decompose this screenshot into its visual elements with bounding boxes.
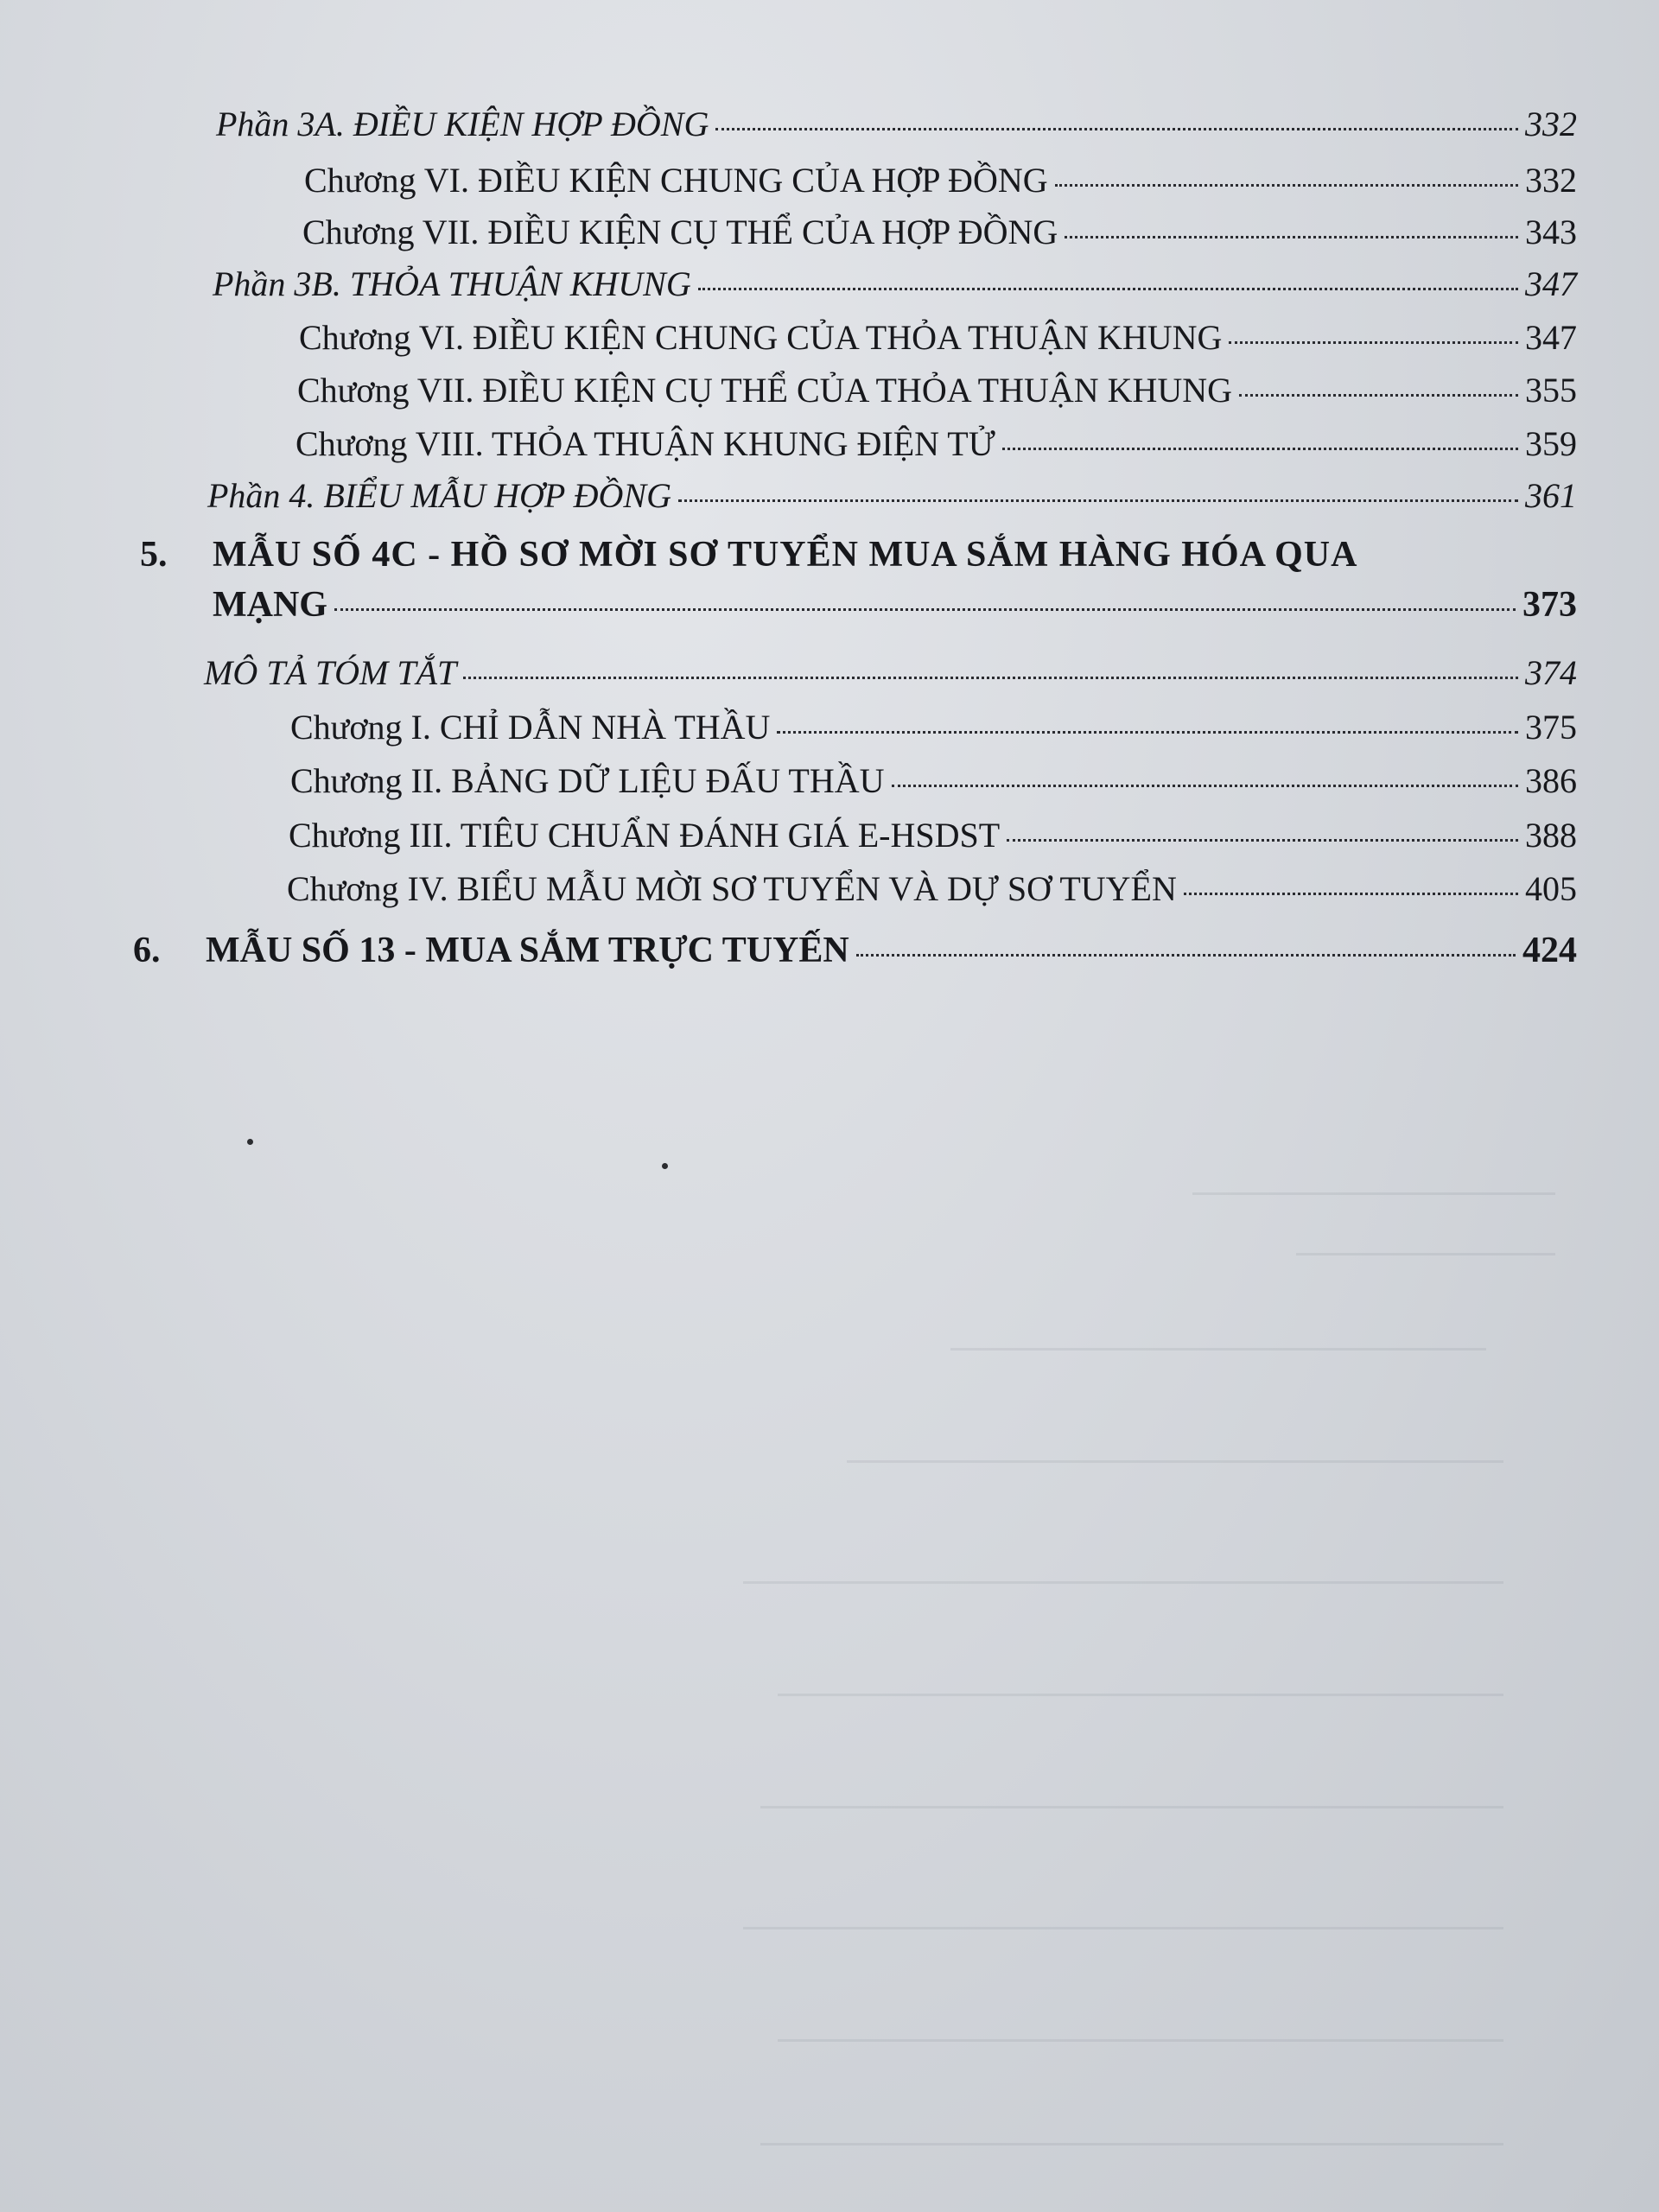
dot-leader	[463, 676, 1518, 679]
toc-entry-chapter	[290, 707, 1577, 747]
toc-entry-label: Phần 3A. ĐIỀU KIỆN HỢP ĐỒNG	[216, 105, 709, 143]
toc-entry-chapter	[289, 815, 1577, 855]
toc-entry-chapter	[304, 160, 1577, 200]
toc-entry-chapter	[297, 370, 1577, 410]
dot-leader	[777, 730, 1518, 734]
section-number: 5.	[140, 535, 168, 575]
toc-entry-chapter	[302, 212, 1577, 252]
toc-page-number: 347	[1525, 318, 1577, 357]
dot-leader	[698, 287, 1518, 290]
section-title: MẪU SỐ 4C - HỒ SƠ MỜI SƠ TUYỂN MUA SẮM HÀNG HÓA QUA	[213, 535, 1358, 575]
toc-entry-label: Chương VI. ĐIỀU KIỆN CHUNG CỦA HỢP ĐỒNG	[304, 161, 1048, 200]
ink-speck	[662, 1163, 668, 1169]
toc-entry-label: Chương I. CHỈ DẪN NHÀ THẦU	[290, 708, 771, 747]
toc-entry-chapter	[299, 317, 1577, 358]
dot-leader	[856, 953, 1516, 957]
toc-page-number: 347	[1525, 264, 1577, 303]
toc-page-number: 355	[1525, 371, 1577, 410]
toc-entry-label: Chương II. BẢNG DỮ LIỆU ĐẤU THẦU	[290, 761, 885, 800]
dot-leader	[715, 127, 1518, 130]
toc-entry-chapter	[287, 868, 1577, 909]
toc-entry-part-3b	[213, 264, 1577, 304]
dot-leader	[1239, 393, 1518, 397]
toc-page-number: 405	[1525, 869, 1577, 908]
toc-entry-label: MÔ TẢ TÓM TẮT	[204, 653, 457, 692]
dot-leader	[1065, 235, 1518, 238]
toc-entry-label: Chương VIII. THỎA THUẬN KHUNG ĐIỆN TỬ	[296, 424, 995, 463]
toc-entry-chapter	[296, 423, 1577, 464]
toc-entry-section-5	[213, 584, 1577, 626]
toc-page-number: 361	[1525, 476, 1577, 515]
section-title-continued: MẠNG	[213, 585, 327, 625]
toc-page-number: 386	[1525, 761, 1577, 800]
toc-page-number: 332	[1525, 161, 1577, 200]
toc-page-number: 343	[1525, 213, 1577, 251]
toc-entry-label: Phần 3B. THỎA THUẬN KHUNG	[213, 264, 691, 303]
toc-entry-label: Chương VI. ĐIỀU KIỆN CHUNG CỦA THỎA THUẬN KHUNG	[299, 318, 1223, 357]
toc-entry-section-6	[206, 930, 1577, 971]
dot-leader	[1055, 183, 1518, 187]
dot-leader	[892, 784, 1518, 787]
toc-entry-label: Phần 4. BIỂU MẪU HỢP ĐỒNG	[207, 476, 671, 515]
section-number: 6.	[133, 931, 161, 970]
toc-page-number: 374	[1525, 653, 1577, 692]
toc-entry-label: Chương VII. ĐIỀU KIỆN CỤ THỂ CỦA THỎA THUẬN KHUNG	[297, 371, 1233, 410]
toc-page-number: 359	[1525, 424, 1577, 463]
toc-entry-summary	[204, 652, 1577, 693]
toc-entry-label: Chương IV. BIỂU MẪU MỜI SƠ TUYỂN VÀ DỰ SƠ TUYỂN	[287, 869, 1177, 908]
toc-page-number: 424	[1522, 931, 1577, 970]
ink-speck	[247, 1139, 253, 1145]
toc-page-number: 373	[1522, 585, 1577, 625]
toc-page-number: 332	[1525, 105, 1577, 143]
toc-entry-part-3a	[216, 104, 1577, 144]
toc-entry-label: Chương VII. ĐIỀU KIỆN CỤ THỂ CỦA HỢP ĐỒNG	[302, 213, 1058, 251]
dot-leader	[678, 499, 1518, 502]
toc-page-number: 375	[1525, 708, 1577, 747]
toc-entry-part-4	[207, 475, 1577, 516]
toc-entry-label: Chương III. TIÊU CHUẨN ĐÁNH GIÁ E-HSDST	[289, 816, 1001, 855]
dot-leader	[1184, 892, 1518, 895]
dot-leader	[1007, 838, 1518, 842]
dot-leader	[1002, 447, 1518, 450]
dot-leader	[1229, 340, 1518, 344]
section-title: MẪU SỐ 13 - MUA SẮM TRỰC TUYẾN	[206, 931, 849, 970]
dot-leader	[334, 607, 1516, 611]
toc-page-number: 388	[1525, 816, 1577, 855]
toc-entry-chapter	[290, 760, 1577, 801]
